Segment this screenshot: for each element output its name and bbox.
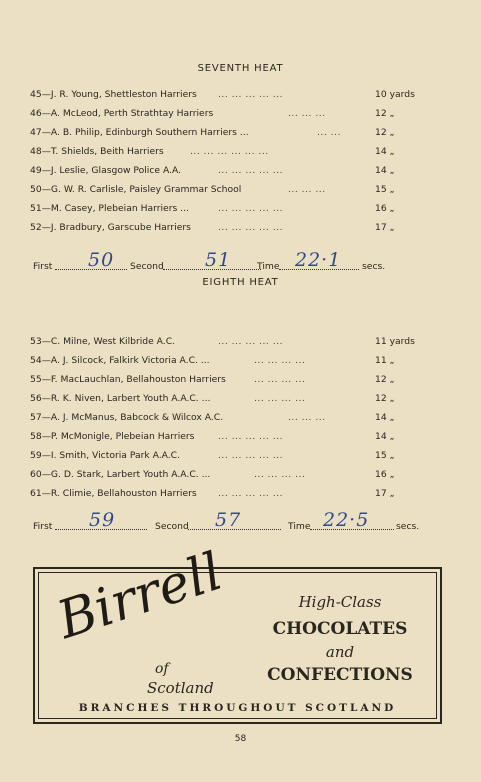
leader-dots: ... ... ... [288, 412, 326, 423]
leader-dots: ... ... ... ... ... [218, 222, 283, 233]
entrant-name: 59—I. Smith, Victoria Park A.A.C. [30, 450, 181, 461]
entrant-name: 48—T. Shields, Beith Harriers [30, 146, 164, 157]
first-place-handwritten: 50 [88, 249, 115, 271]
list-item [30, 221, 430, 235]
entrant-name: 61—R. Climie, Bellahouston Harriers [30, 488, 197, 499]
handicap: 14 „ [375, 412, 395, 423]
eighth-heat-title: EIGHTH HEAT [202, 277, 279, 288]
first-label: First [33, 261, 53, 272]
advert-branches: BRANCHES THROUGHOUT SCOTLAND [78, 702, 397, 714]
list-item [30, 487, 430, 501]
advert-and: and [325, 643, 355, 661]
second-place-handwritten: 51 [205, 249, 232, 271]
leader-dots: ... ... ... ... [254, 469, 306, 480]
leader-dots: ... ... ... [288, 108, 326, 119]
birrell-advertisement [33, 541, 442, 724]
secs-label: secs. [362, 261, 386, 272]
handicap: 15 „ [375, 450, 395, 461]
handicap: 17 „ [375, 222, 395, 233]
secs-label: secs. [396, 521, 420, 532]
leader-dots: ... ... ... ... ... [218, 89, 283, 100]
list-item [30, 145, 430, 159]
second-label: Second [130, 261, 164, 272]
handicap: 12 „ [375, 127, 395, 138]
page-number: 58 [234, 734, 247, 744]
leader-dots: ... ... ... ... [254, 355, 306, 366]
time-handwritten: 22·5 [323, 509, 370, 531]
leader-dots: ... ... ... ... ... [218, 488, 283, 499]
list-item [30, 126, 430, 140]
entrant-name: 50—G. W. R. Carlisle, Paisley Grammar School [30, 184, 242, 195]
handicap: 12 „ [375, 374, 395, 385]
list-item [30, 373, 430, 387]
leader-dots: ... ... ... ... [254, 374, 306, 385]
advert-high-class: High-Class [298, 593, 382, 611]
entrant-name: 57—A. J. McManus, Babcock & Wilcox A.C. [30, 412, 224, 423]
advert-confections: CONFECTIONS [267, 665, 413, 685]
list-item [30, 449, 430, 463]
handicap: 12 „ [375, 108, 395, 119]
time-label: Time [288, 521, 311, 532]
handicap: 17 „ [375, 488, 395, 499]
second-label: Second [155, 521, 189, 532]
entrant-name: 56—R. K. Niven, Larbert Youth A.A.C. ... [30, 393, 211, 404]
handicap: 16 „ [375, 469, 395, 480]
entrant-name: 49—J. Leslie, Glasgow Police A.A. [30, 165, 182, 176]
entrant-name: 52—J. Bradbury, Garscube Harriers [30, 222, 191, 233]
eighth-heat-result [33, 510, 433, 532]
handicap: 11 „ [375, 355, 395, 366]
list-item [30, 430, 430, 444]
entrant-name: 58—P. McMonigle, Plebeian Harriers [30, 431, 195, 442]
entrant-name: 54—A. J. Silcock, Falkirk Victoria A.C. ... [30, 355, 210, 366]
list-item [30, 392, 430, 406]
leader-dots: ... ... ... ... ... [218, 450, 283, 461]
second-place-handwritten: 57 [215, 509, 242, 531]
handicap: 12 „ [375, 393, 395, 404]
handicap: 14 „ [375, 431, 395, 442]
list-item [30, 468, 430, 482]
leader-dots: ... ... ... ... ... [218, 203, 283, 214]
first-label: First [33, 521, 53, 532]
entrant-name: 55—F. MacLauchlan, Bellahouston Harriers [30, 374, 226, 385]
entrant-name: 47—A. B. Philip, Edinburgh Southern Harriers ... [30, 127, 249, 138]
list-item [30, 88, 430, 102]
time-handwritten: 22·1 [295, 249, 342, 271]
leader-dots: ... ... ... ... ... ... [190, 146, 269, 157]
handicap: 14 „ [375, 165, 395, 176]
time-label: Time [257, 261, 280, 272]
leader-dots: ... ... ... ... ... [218, 336, 283, 347]
seventh-heat-title: SEVENTH HEAT [197, 63, 284, 74]
list-item [30, 335, 430, 349]
handicap: 11 yards [375, 336, 415, 347]
brand-of: of [155, 661, 169, 677]
list-item [30, 164, 430, 178]
list-item [30, 411, 430, 425]
entrant-name: 51—M. Casey, Plebeian Harriers ... [30, 203, 189, 214]
list-item [30, 202, 430, 216]
list-item [30, 183, 430, 197]
first-place-handwritten: 59 [89, 509, 116, 531]
brand-logo-text: Birrell [50, 541, 230, 651]
list-item [30, 107, 430, 121]
leader-dots: ... ... ... ... ... [218, 165, 283, 176]
handicap: 10 yards [375, 89, 415, 100]
leader-dots: ... ... ... ... ... [218, 431, 283, 442]
handicap: 16 „ [375, 203, 395, 214]
handicap: 15 „ [375, 184, 395, 195]
list-item [30, 354, 430, 368]
advert-chocolates: CHOCOLATES [272, 619, 408, 639]
leader-dots: ... ... [317, 127, 341, 138]
entrant-name: 53—C. Milne, West Kilbride A.C. [30, 336, 176, 347]
brand-scotland: Scotland [147, 679, 214, 697]
leader-dots: ... ... ... [288, 184, 326, 195]
entrant-name: 46—A. McLeod, Perth Strathtay Harriers [30, 108, 214, 119]
seventh-heat-result [33, 250, 433, 272]
leader-dots: ... ... ... ... [254, 393, 306, 404]
entrant-name: 60—G. D. Stark, Larbert Youth A.A.C. ... [30, 469, 211, 480]
entrant-name: 45—J. R. Young, Shettleston Harriers [30, 89, 197, 100]
handicap: 14 „ [375, 146, 395, 157]
